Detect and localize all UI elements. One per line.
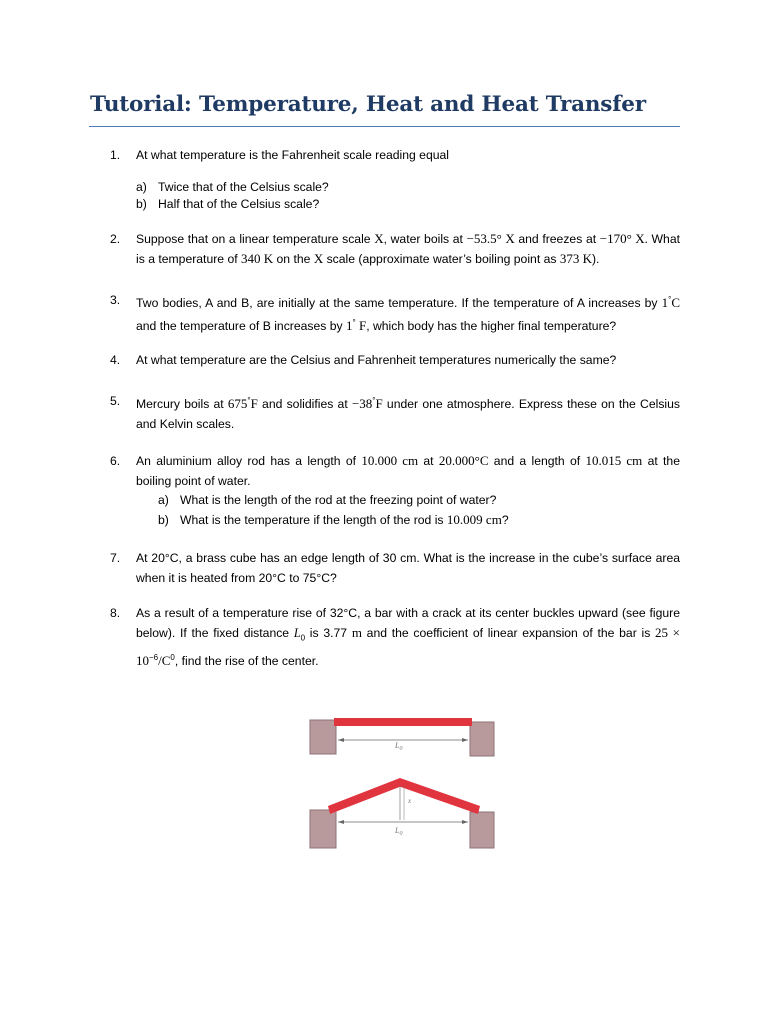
left-wall-bottom: [310, 810, 336, 848]
part-text: What is the length of the rod at the freezing point of water?: [180, 493, 497, 507]
question-5: [110, 391, 680, 434]
question-number: 2.: [110, 232, 121, 246]
question-1-part-b: [136, 194, 319, 214]
straight-bar: [334, 718, 472, 726]
question-text: Suppose that on a linear temperature scale X, water boils at −53.5° X and freezes at −170° X. What is a temperature of 340 K on the X scale (approximate water’s boiling point as 373 K).: [136, 231, 681, 266]
question-text: Two bodies, A and B, are initially at the same temperature. If the temperature of A increases by 1°C and the temperature of B increases by 1° F, which body has the higher final temperature?: [136, 295, 680, 334]
left-wall-top: [310, 720, 336, 754]
question-number: 1.: [110, 148, 121, 162]
part-label: a): [158, 493, 169, 507]
question-text: An aluminium alloy rod has a length of 10.000 cm at 20.000°C and a length of 10.015 cm at the boiling point of water.: [136, 453, 680, 488]
question-6-part-b: [158, 510, 509, 530]
question-text: At what temperature is the Fahrenheit scale reading equal: [136, 148, 449, 162]
question-3: [110, 290, 680, 336]
part-label: b): [158, 513, 169, 527]
part-text: What is the temperature if the length of the rod is 10.009 cm?: [180, 512, 509, 527]
buckled-bar-right: [398, 778, 480, 814]
question-6-part-a: [158, 490, 496, 510]
part-text: Half that of the Celsius scale?: [158, 197, 320, 211]
part-label: a): [136, 180, 147, 194]
question-number: 7.: [110, 551, 121, 565]
question-2: [110, 229, 680, 269]
page-title: Tutorial: Temperature, Heat and Heat Transfer: [90, 92, 646, 117]
question-number: 4.: [110, 353, 121, 367]
question-number: 5.: [110, 394, 121, 408]
question-text: At what temperature are the Celsius and Fahrenheit temperatures numerically the same?: [136, 353, 617, 367]
rise-label: x: [408, 797, 412, 805]
question-text: At 20°C, a brass cube has an edge length of 30 cm. What is the increase in the cube’s surface area when it is heated from 20°C to 75°C?: [136, 551, 680, 585]
part-text: Twice that of the Celsius scale?: [158, 180, 329, 194]
question-7: [110, 548, 680, 588]
length-label-top: $L_0$: [395, 741, 403, 752]
question-number: 6.: [110, 454, 121, 468]
question-4: [110, 350, 680, 370]
question-1: [110, 145, 680, 165]
length-label-bottom: $L_0$: [395, 826, 403, 837]
question-number: 3.: [110, 293, 121, 307]
question-number: 8.: [110, 606, 121, 620]
right-wall-bottom: [470, 812, 494, 848]
right-wall-top: [470, 722, 494, 756]
buckled-bar-left: [328, 778, 402, 814]
question-text: As a result of a temperature rise of 32°C, a bar with a crack at its center buckles upward (see figure below). If the fixed distance $L_0$ is 3.77 m and the coefficient of linear expansion of the bar is $25 \times 10^{-6}/C^0$, find the rise of the center.: [136, 606, 680, 669]
buckled-bar-figure: [300, 700, 500, 855]
part-label: b): [136, 197, 147, 211]
question-6: [110, 451, 680, 491]
question-8: [110, 603, 680, 672]
question-text: Mercury boils at 675°F and solidifies at −38°F under one atmosphere. Express these on the Celsius and Kelvin scales.: [136, 396, 680, 432]
title-underline: [89, 126, 680, 127]
